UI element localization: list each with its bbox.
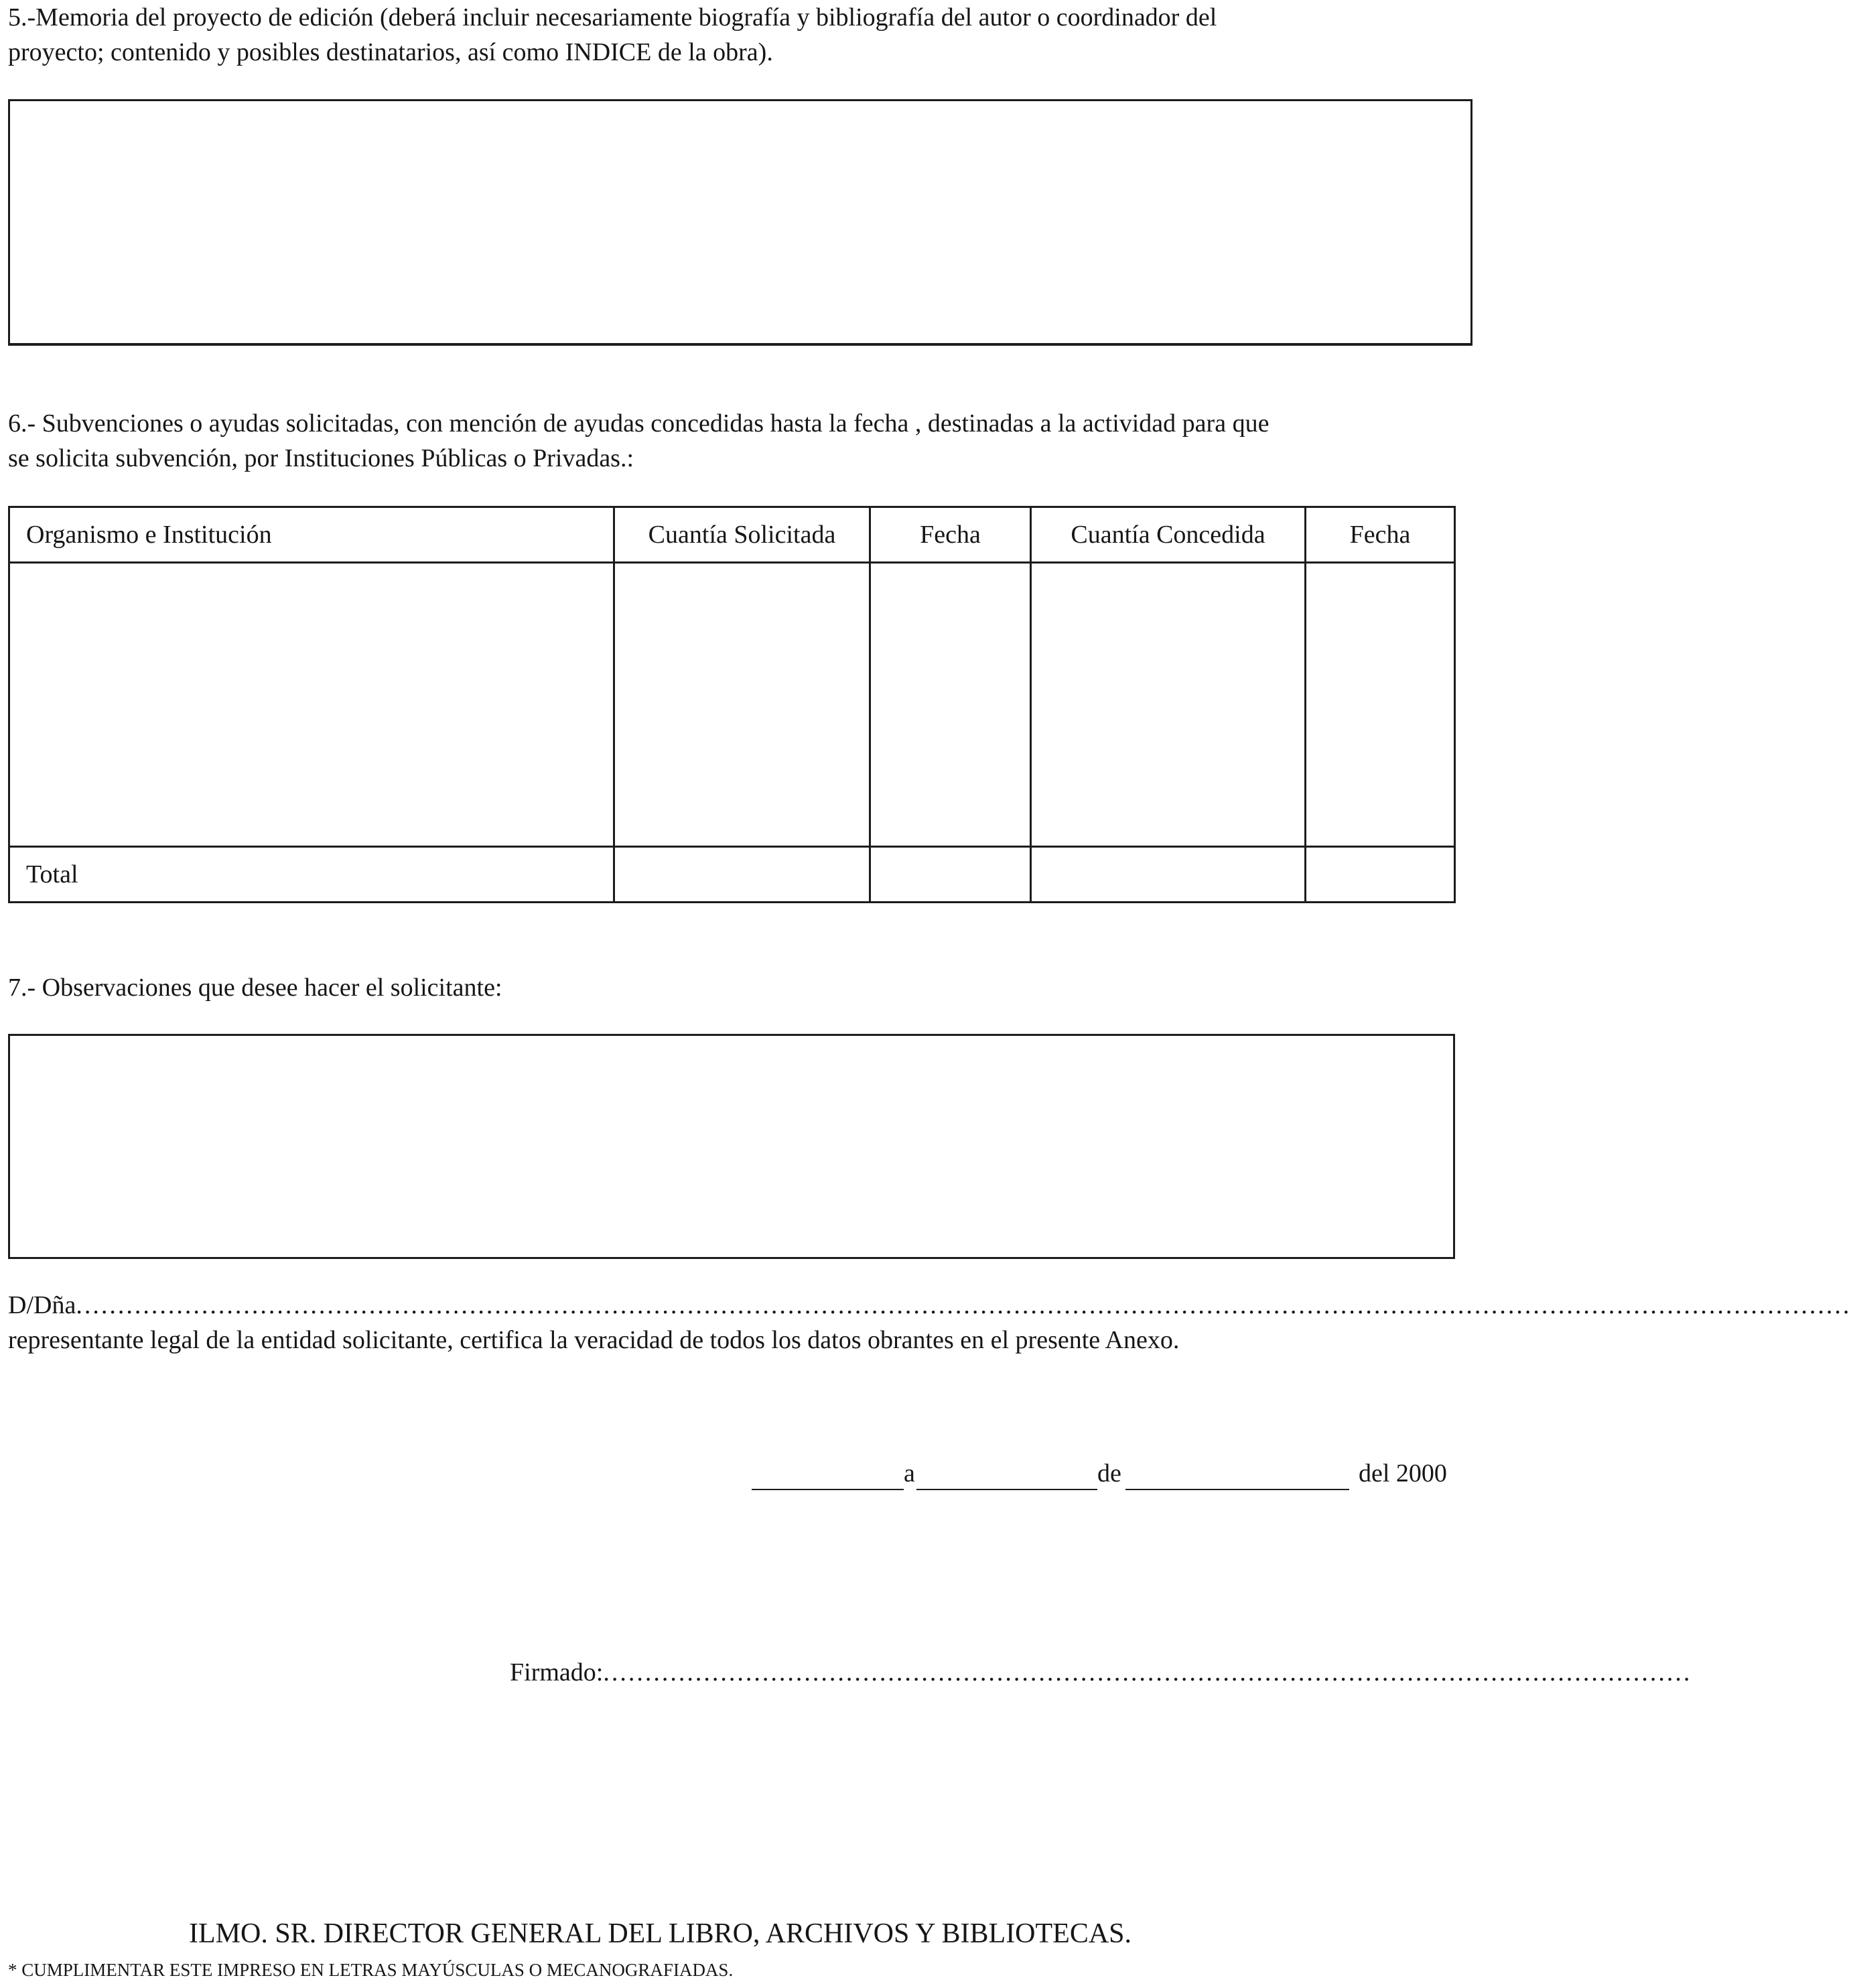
- footer-note: * CUMPLIMENTAR ESTE IMPRESO EN LETRAS MAYÚSCULAS O MECANOGRAFIADAS.: [8, 1960, 734, 1980]
- section6-text-line1: 6.- Subvenciones o ayudas solicitadas, con mención de ayudas concedidas hasta la fecha , destinadas a la actividad para que: [8, 409, 1270, 438]
- date-year-label: del 2000: [1359, 1459, 1447, 1487]
- date-day-field[interactable]: [916, 1489, 1097, 1490]
- grants-table: [8, 506, 1456, 903]
- section7-text: 7.- Observaciones que desee hacer el solicitante:: [8, 974, 502, 1002]
- total-label: Total: [9, 846, 614, 902]
- signature-line: [510, 1656, 1692, 1688]
- date-place-field[interactable]: [752, 1489, 904, 1490]
- signature-label: Firmado:: [510, 1658, 604, 1686]
- total-fecha-concedida[interactable]: [1306, 846, 1455, 902]
- signature-dotted-field[interactable]: ..................................................................................................................................: [603, 1658, 1692, 1686]
- name-label: D/Dña: [8, 1291, 76, 1319]
- header-fecha-concedida: Fecha: [1306, 507, 1455, 563]
- grants-table-entry-row: [9, 563, 1455, 846]
- grants-table-header-row: [9, 507, 1455, 563]
- name-dotted-field[interactable]: ....................................................................................................................................................................................................................: [76, 1291, 1851, 1319]
- section5-text-line2: proyecto; contenido y posibles destinatarios, así como INDICE de la obra).: [8, 38, 773, 66]
- total-cuantia-concedida[interactable]: [1031, 846, 1306, 902]
- header-cuantia-solicitada: Cuantía Solicitada: [614, 507, 870, 563]
- header-fecha-solicitada: Fecha: [870, 507, 1031, 563]
- date-a-label: a: [904, 1459, 915, 1487]
- cell-cuantia-concedida[interactable]: [1031, 563, 1306, 846]
- header-organismo: Organismo e Institución: [9, 507, 614, 563]
- grants-table-total-row: [9, 846, 1455, 902]
- section6-text-line2: se solicita subvención, por Instituciones Públicas o Privadas.:: [8, 444, 634, 472]
- cell-fecha-solicitada[interactable]: [870, 563, 1031, 846]
- section5-text-line1: 5.-Memoria del proyecto de edición (deberá incluir necesariamente biografía y bibliografía del autor o coordinador del: [8, 3, 1217, 31]
- cell-cuantia-solicitada[interactable]: [614, 563, 870, 846]
- certification-statement: representante legal de la entidad solicitante, certifica la veracidad de todos los datos obrantes en el presente Anexo.: [8, 1326, 1180, 1354]
- cell-organismo[interactable]: [9, 563, 614, 846]
- date-month-field[interactable]: [1125, 1489, 1349, 1490]
- footer-addressee: ILMO. SR. DIRECTOR GENERAL DEL LIBRO, ARCHIVOS Y BIBLIOTECAS.: [189, 1918, 1132, 1949]
- total-cuantia-solicitada[interactable]: [614, 846, 870, 902]
- header-cuantia-concedida: Cuantía Concedida: [1031, 507, 1306, 563]
- section7-observaciones-box[interactable]: [8, 1034, 1455, 1259]
- total-fecha-solicitada[interactable]: [870, 846, 1031, 902]
- name-line: [8, 1289, 1851, 1321]
- section5-memoria-box[interactable]: [8, 99, 1472, 346]
- date-de-label: de: [1097, 1459, 1121, 1487]
- cell-fecha-concedida[interactable]: [1306, 563, 1455, 846]
